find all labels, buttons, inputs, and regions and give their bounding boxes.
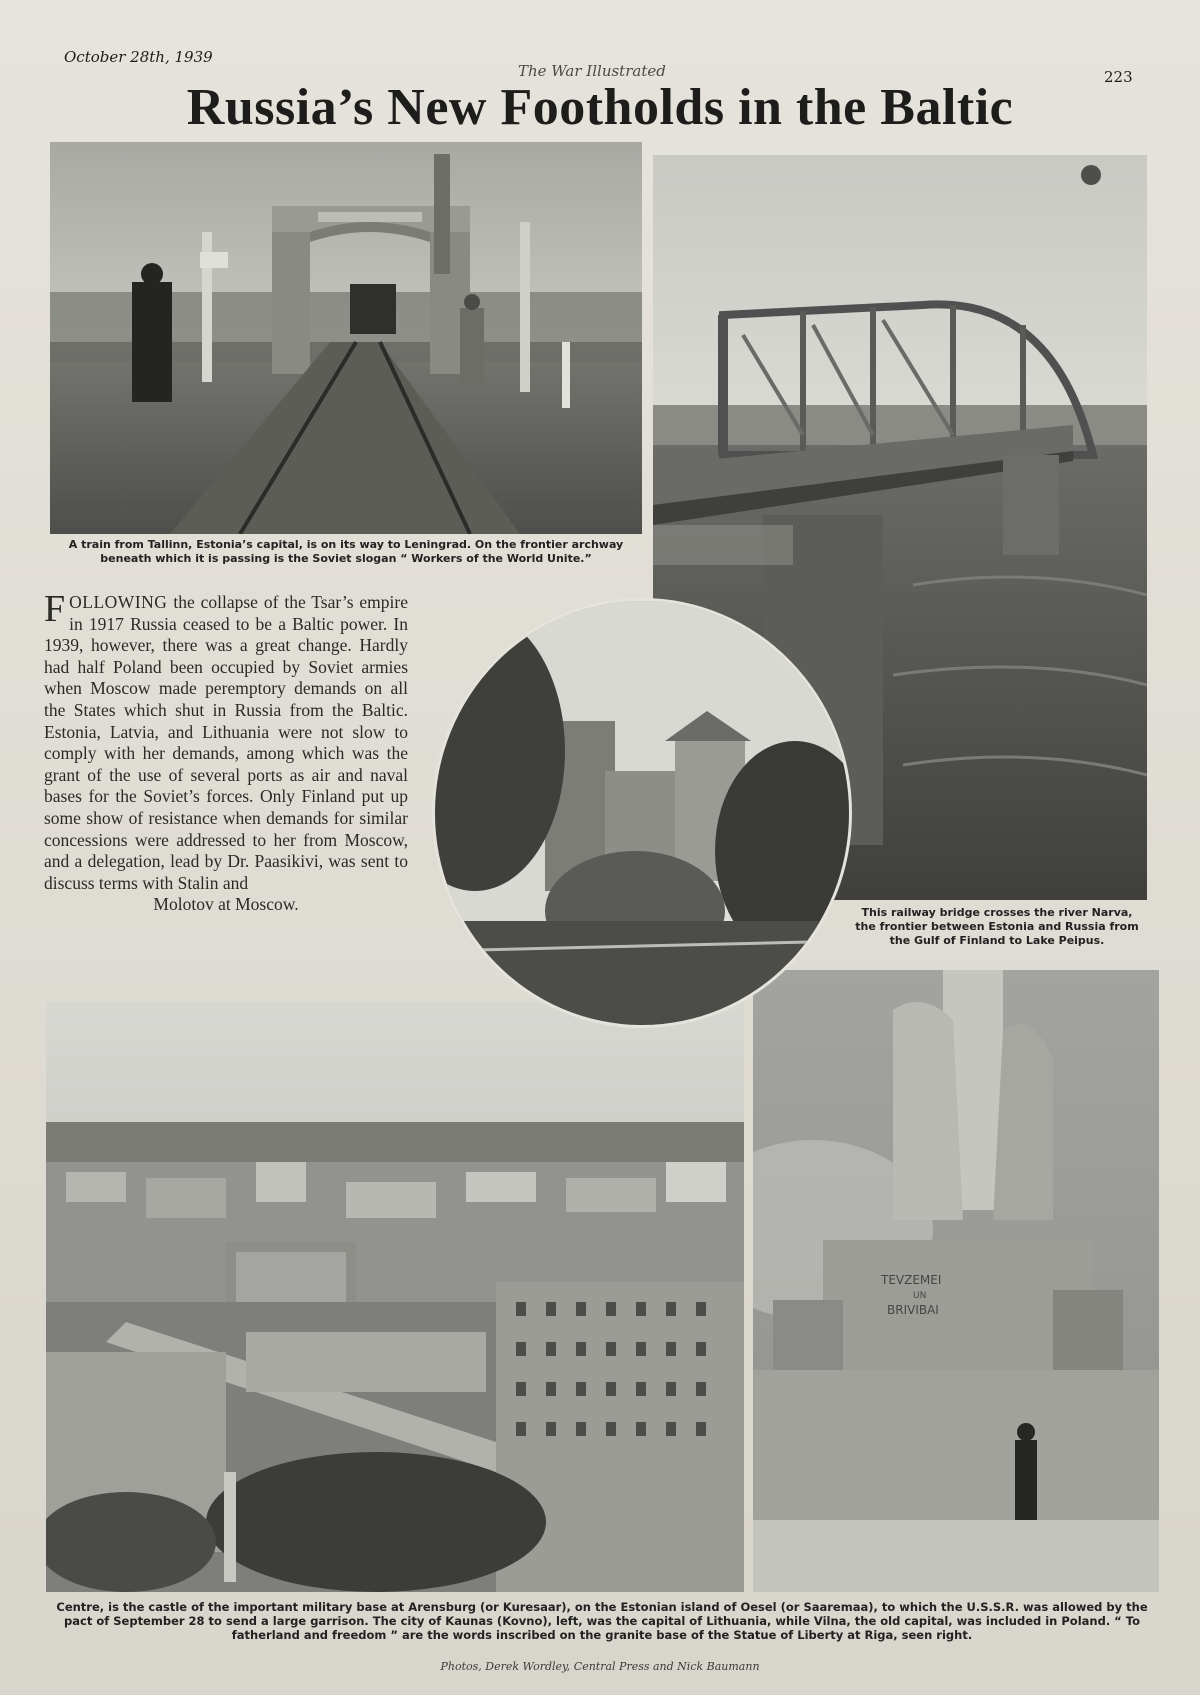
photo-credits: Photos, Derek Wordley, Central Press and Nick Baumann [440, 1660, 760, 1673]
inscription-line-2: UN [913, 1291, 927, 1301]
article-text: the collapse of the Tsar’s empire in 1917 Russia ceased to be a Baltic power. In 1939, however, there was a great change. Hardly had half Poland been occupied by Soviet armies when Moscow made peremptory demands on all the States which shut in Russia from the Baltic. Estonia, Latvia, and Lithuania were not slow to comply with her demands, among which was the grant of the use of several ports as air and naval bases for the Soviet’s forces. Only Finland put up some show of resistance when demands for similar concessions were addressed to her from Moscow, and a delegation, lead by Dr. Paasikivi, was sent to discuss terms with Stalin and [44, 592, 408, 893]
photo-kaunas-city [46, 1002, 744, 1592]
photo-arensburg-castle [432, 598, 852, 1028]
caption-train: A train from Tallinn, Estonia’s capital, is on its way to Leningrad. On the frontier archway beneath which it is passing is the Soviet slogan “ Workers of the World Unite.” [68, 538, 624, 565]
page-number: 223 [1104, 68, 1133, 86]
page-title: Russia’s New Footholds in the Baltic [186, 79, 1014, 136]
drop-cap: F [44, 588, 66, 630]
photo-riga-liberty-monument [753, 970, 1159, 1592]
issue-date: October 28th, 1939 [64, 48, 213, 66]
caption-bridge: This railway bridge crosses the river Narva, the frontier between Estonia and Russia from the Gulf of Finland to Lake Peipus. [855, 906, 1139, 947]
article-body [44, 588, 408, 916]
inscription-line-1: TEVZEMEI [881, 1273, 942, 1287]
publication-name: The War Illustrated [518, 62, 666, 80]
photo-train-frontier-arch [50, 142, 642, 534]
article-last-line: Molotov at Moscow. [153, 894, 299, 915]
inscription-line-3: BRIVIBAI [887, 1303, 939, 1317]
caption-bottom: Centre, is the castle of the important military base at Arensburg (or Kuresaar), on the Estonian island of Oesel (or Saaremaa), to which the U.S.S.R. was allowed by the pact of September 28 to send a large garrison. The city of Kaunas (Kovno), left, was the capital of Lithuania, while Vilna, the old capital, was included in Poland. “ To fatherland and freedom ” are the words inscribed on the granite base of the Statue of Liberty at Riga, seen right. [56, 1600, 1148, 1642]
lead-small-caps: OLLOWING [69, 592, 168, 612]
